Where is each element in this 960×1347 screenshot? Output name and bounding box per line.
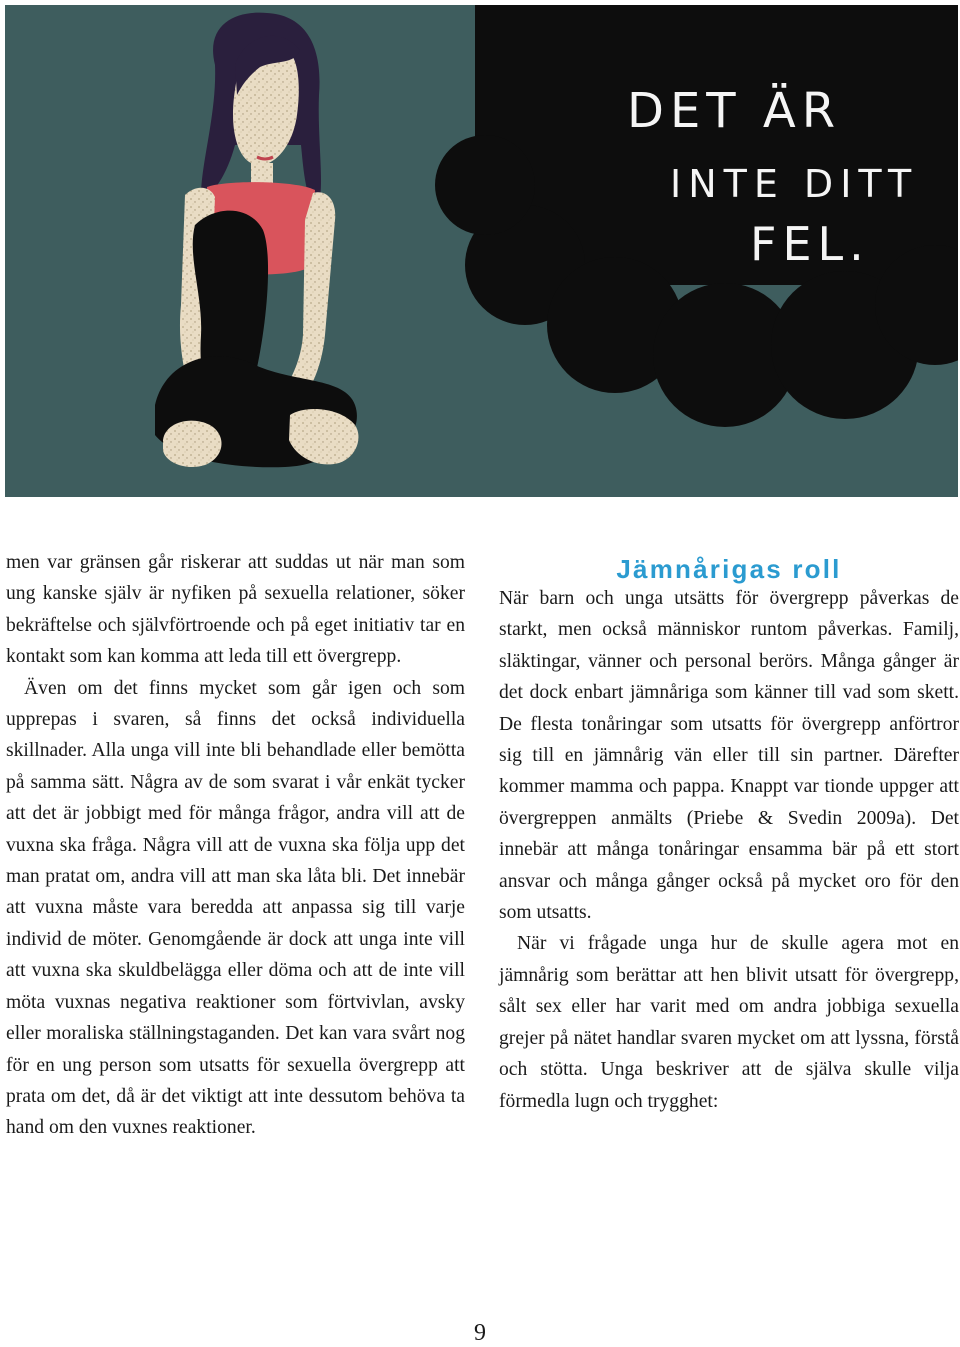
right-paragraph-1: När barn och unga utsätts för övergrepp påverkas de starkt, men också människor runtom påverkas. Familj, släktingar, vänner och personal berörs. Många gånger är det dock enbart jämnåriga som känner till vad som skett. De flesta tonåringar som utsatts för övergrepp anförtror sig till en jämnårig vän eller till sin partner. Därefter kommer mamma och pappa. Knappt var tionde uppger att övergreppen anmälts (Priebe & Svedin 2009a). Det innebär att många tonåringar ensamma bär på ett stort ansvar och många gånger också på mycket oro för den som utsatts. [499, 588, 959, 924]
section-heading: Jämnårigas roll [616, 554, 842, 584]
lettering-line-2: INTE DITT [670, 162, 919, 206]
page-number: 9 [474, 1320, 486, 1346]
right-paragraph-2: När vi frågade unga hur de skulle agera mot en jämnårig som berättar att hen blivit utsatt för övergrepp, sålt sex eller har varit med om andra jobbiga sexuella grejer på nätet handlar svaren mycket om att lyssna, förstå och stötta. Unga beskriver att de själva skulle vilja förmedla lugn och trygghet: [499, 933, 959, 1112]
left-paragraph-2: Även om det finns mycket som går igen och som upprepas i svaren, så finns det också individuella skillnader. Alla unga vill inte bli behandlade eller bemötta på samma sätt. Några av de som svarat i vår enkät tycker att det är jobbigt med för många frågor, andra vill att de vuxna ska fråga. Några vill att de vuxna ska följa upp det man pratat om, andra vill att man ska låta bli. Det innebär att vuxna måste vara beredda att anpassa sig till varje individ de möter. Genomgående är dock att unga inte vill att vuxna ska skuldbelägga eller döma och att de inte vill möta vuxnas negativa reaktioner som förtvivlan, avsky eller moraliska ställningstaganden. Det kan vara svårt nog för en ung person som utsatts för sexuella övergrepp att prata om det, då är det viktigt att inte dessutom behöva ta hand om den vuxnes reaktioner. [6, 677, 465, 1139]
lettering-line-1: DET ÄR [627, 83, 842, 139]
cover-illustration [5, 5, 958, 497]
illustration-svg [5, 5, 958, 497]
right-text-column [499, 547, 959, 1117]
left-text-column [6, 547, 465, 1144]
lettering-line-3: FEL. [750, 217, 870, 271]
left-paragraph-1: men var gränsen går riskerar att suddas ut när man som ung kanske själv är nyfiken på sexuella relationer, söker bekräftelse och självförtroende och på eget initiativ tar en kontakt som kan komma att leda till ett övergrepp. [6, 552, 465, 668]
